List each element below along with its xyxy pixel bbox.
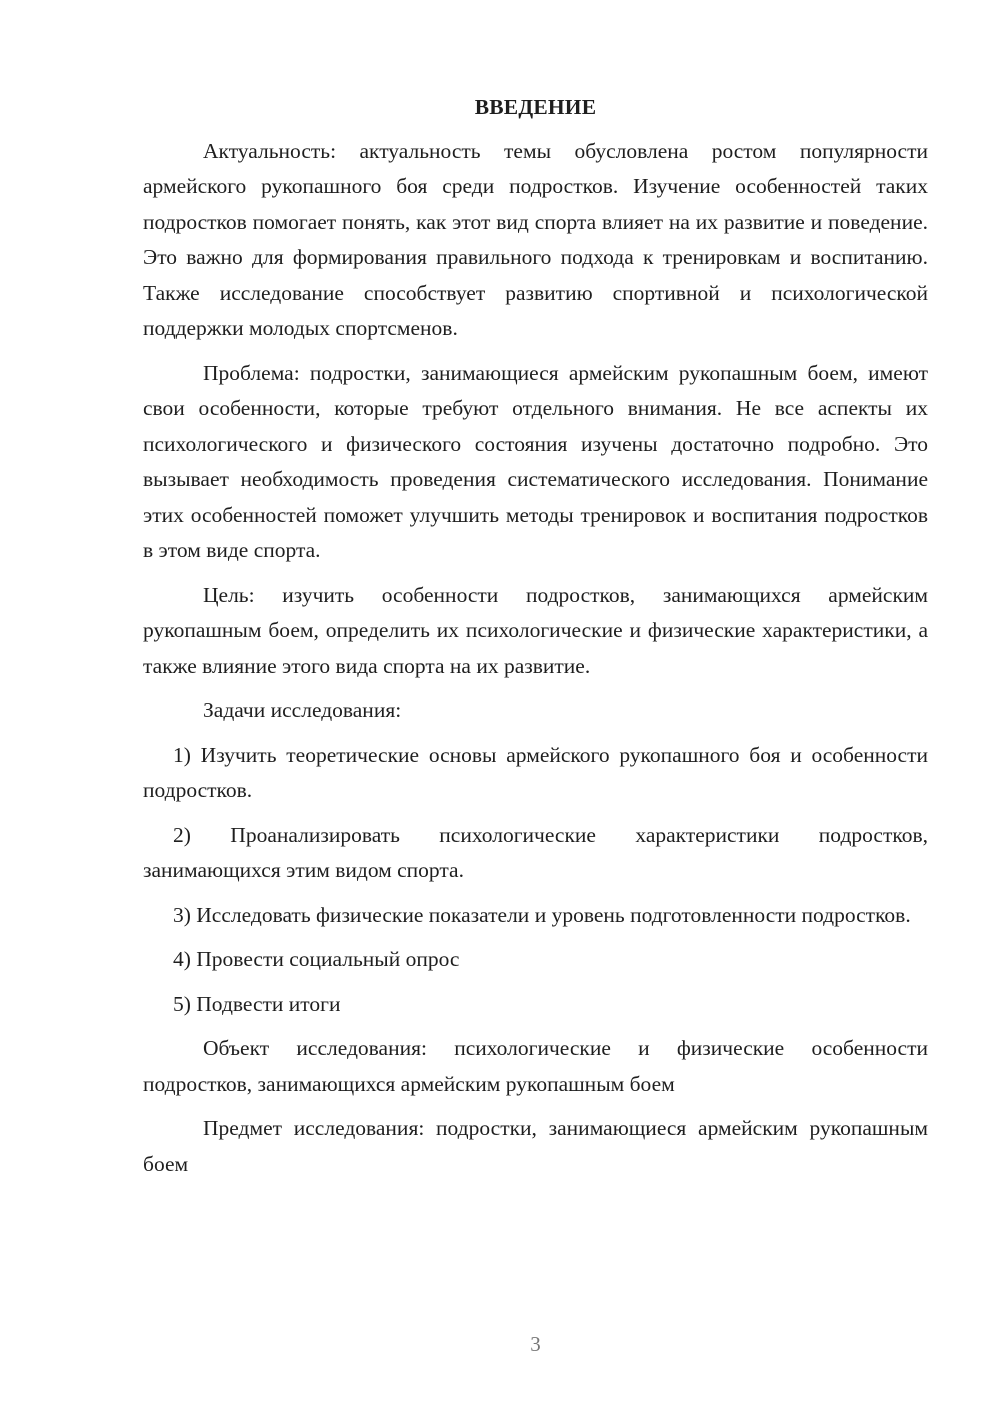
document-page xyxy=(143,90,928,1191)
task-item-1: 1) Изучить теоретические основы армейского рукопашного боя и особенности подростков. xyxy=(143,742,928,802)
task-item-4: 4) Провести социальный опрос xyxy=(173,947,460,971)
tasks-heading: Задачи исследования: xyxy=(203,698,402,722)
problem-paragraph: Проблема: подростки, занимающиеся армейским рукопашным боем, имеют свои особенности, которые требуют отдельного внимания. Не все аспекты их психологического и физического состояния изучены достаточно подробно. Это вызывает необходимость проведения систематического исследования. Понимание этих особенностей поможет улучшить методы тренировок и воспитания подростков в этом виде спорта. xyxy=(143,360,928,562)
subject-paragraph: Предмет исследования: подростки, занимающиеся армейским рукопашным боем xyxy=(143,1116,928,1176)
page-number: 3 xyxy=(530,1332,541,1356)
task-item-5: 5) Подвести итоги xyxy=(173,991,341,1016)
section-title: ВВЕДЕНИЕ xyxy=(474,95,597,119)
goal-paragraph: Цель: изучить особенности подростков, занимающихся армейским рукопашным боем, определить их психологические и физические характеристики, а также влияние этого вида спорта на их развитие. xyxy=(143,582,928,678)
object-paragraph: Объект исследования: психологические и физические особенности подростков, занимающихся армейским рукопашным боем xyxy=(143,1036,928,1096)
task-item-2: 2) Проанализировать психологические характеристики подростков, занимающихся этим видом спорта. xyxy=(143,822,928,882)
relevance-paragraph: Актуальность: актуальность темы обусловлена ростом популярности армейского рукопашного боя среди подростков. Изучение особенностей таких подростков помогает понять, как этот вид спорта влияет на их развитие и поведение. Это важно для формирования правильного подхода к тренировкам и воспитанию. Также исследование способствует развитию спортивной и психологической поддержки молодых спортсменов. xyxy=(143,138,928,340)
task-item-3: 3) Исследовать физические показатели и уровень подготовленности подростков. xyxy=(173,902,911,927)
